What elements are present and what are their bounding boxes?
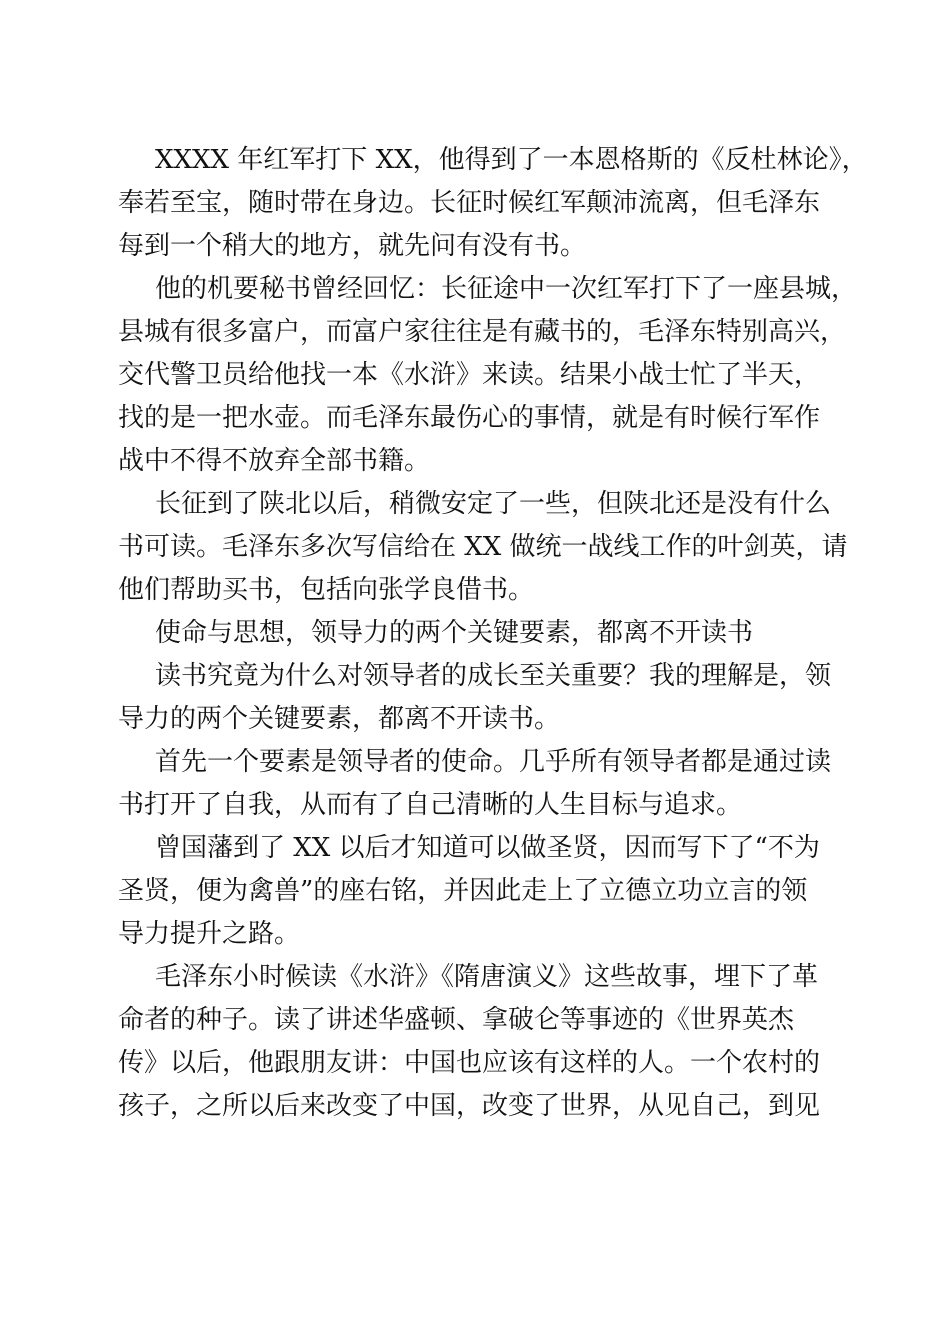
text-line: 传》以后，他跟朋友讲：中国也应该有这样的人。一个农村的 [118,1048,821,1078]
paragraph [118,483,848,612]
text-line: 曾国藩到了 XX 以后才知道可以做圣贤，因而写下了“不为 [155,833,820,863]
text-line: 书打开了自我，从而有了自己清晰的人生目标与追求。 [118,790,743,820]
paragraph [118,268,858,483]
paragraph [118,139,868,268]
text-line: 长征到了陕北以后，稍微安定了一些，但陕北还是没有什么 [155,489,832,519]
text-line: 书可读。毛泽东多次写信给在 XX 做统一战线工作的叶剑英，请 [118,532,848,562]
document-body [118,139,868,1128]
text-line: 交代警卫员给他找一本《水浒》来读。结果小战士忙了半天， [118,360,821,390]
text-line: XXXX 年红军打下 XX，他得到了一本恩格斯的《反杜林论》， [155,145,868,175]
text-line: 找的是一把水壶。而毛泽东最伤心的事情，就是有时候行军作 [118,403,821,433]
text-line: 导力提升之路。 [118,919,301,949]
paragraph [118,655,830,741]
text-line: 命者的种子。读了讲述华盛顿、拿破仑等事迹的《世界英杰 [118,1005,795,1035]
text-line: 孩子，之所以后来改变了中国，改变了世界，从见自己，到见 [118,1091,821,1121]
text-line: 圣贤，便为禽兽”的座右铭，并因此走上了立德立功立言的领 [118,876,808,906]
section-heading [118,612,830,655]
text-line: 县城有很多富户，而富户家往往是有藏书的，毛泽东特别高兴， [118,317,847,347]
text-line: 战中不得不放弃全部书籍。 [118,446,431,476]
text-line: 首先一个要素是领导者的使命。几乎所有领导者都是通过读 [155,747,832,777]
text-line: 奉若至宝，随时带在身边。长征时候红军颠沛流离，但毛泽东 [118,188,821,218]
text-line: 使命与思想，领导力的两个关键要素，都离不开读书 [155,618,754,648]
text-line: 毛泽东小时候读《水浒》《隋唐演义》这些故事，埋下了革 [155,962,819,992]
text-line: 每到一个稍大的地方，就先问有没有书。 [118,231,587,261]
text-line: 导力的两个关键要素，都离不开读书。 [118,704,561,734]
paragraph [118,956,830,1128]
text-line: 他的机要秘书曾经回忆：长征途中一次红军打下了一座县城， [155,274,858,304]
paragraph [118,741,830,827]
text-line: 他们帮助买书，包括向张学良借书。 [118,575,535,605]
paragraph [118,827,830,956]
text-line: 读书究竟为什么对领导者的成长至关重要？我的理解是，领 [155,661,832,691]
